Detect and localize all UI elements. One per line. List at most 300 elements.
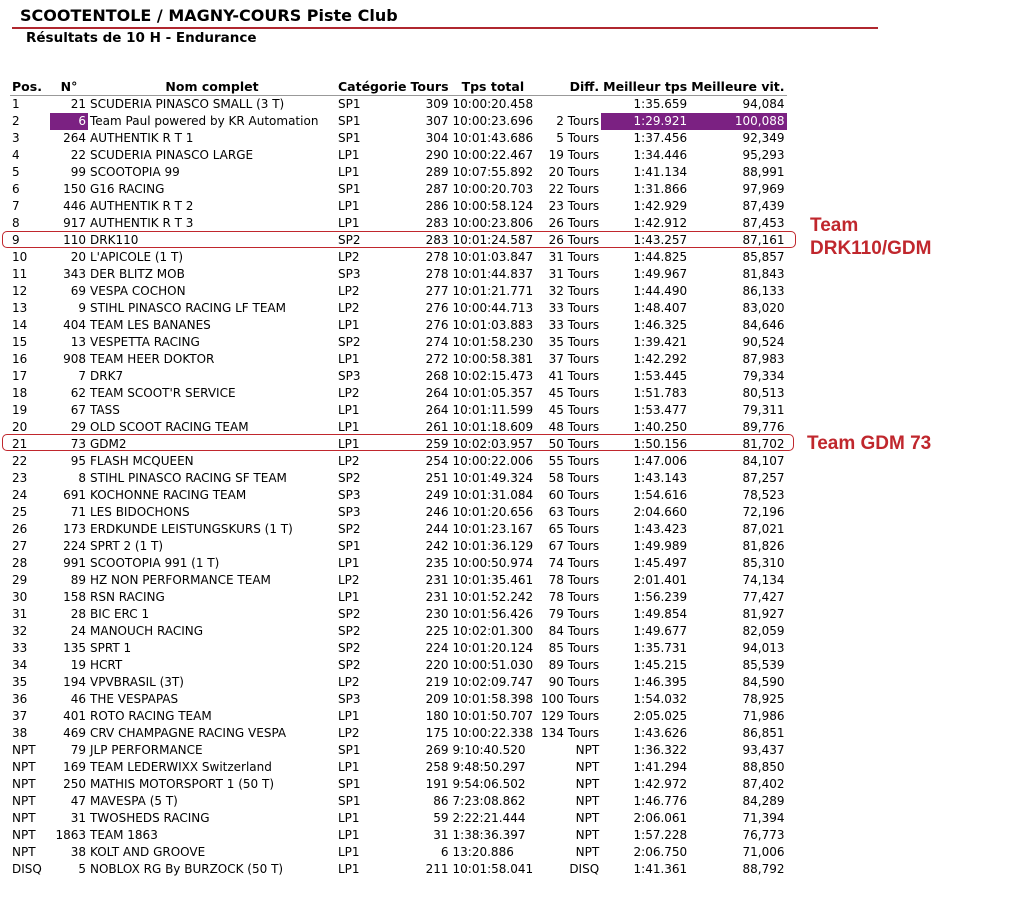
cell-diff: 20 Tours [548, 165, 600, 179]
cell-best: 1:42.929 [633, 199, 688, 213]
cell-tps: 10:01:21.771 [452, 284, 534, 298]
cell-name: VPVBRASIL (3T) [90, 675, 184, 689]
cell-pos: NPT [12, 828, 36, 842]
cell-speed: 78,925 [742, 692, 785, 706]
cell-tps: 9:54:06.502 [452, 777, 526, 791]
cell-cat: SP2 [338, 233, 361, 247]
cell-num: 469 [63, 726, 86, 740]
cell-num: 135 [63, 641, 86, 655]
cell-name: RSN RACING [90, 590, 165, 604]
cell-num: 29 [70, 420, 86, 434]
cell-name: TEAM HEER DOKTOR [90, 352, 215, 366]
cell-tours: 259 [425, 437, 449, 451]
cell-diff: 48 Tours [548, 420, 600, 434]
cell-name: LES BIDOCHONS [90, 505, 190, 519]
cell-name: KOCHONNE RACING TEAM [90, 488, 247, 502]
cell-diff: 129 Tours [541, 709, 600, 723]
cell-speed: 87,021 [742, 522, 785, 536]
cell-num: 404 [63, 318, 86, 332]
table-row [10, 572, 787, 589]
cell-tours: 211 [425, 862, 449, 876]
cell-speed: 94,013 [742, 641, 785, 655]
cell-pos: 26 [12, 522, 28, 536]
cell-num: 158 [63, 590, 86, 604]
table-row [10, 334, 787, 351]
cell-cat: SP1 [338, 182, 361, 196]
cell-pos: 38 [12, 726, 28, 740]
cell-pos: 19 [12, 403, 28, 417]
table-row [10, 555, 787, 572]
cell-tps: 10:00:22.467 [452, 148, 534, 162]
cell-num: 21 [70, 97, 86, 111]
cell-pos: 8 [12, 216, 20, 230]
cell-tours: 274 [425, 335, 449, 349]
cell-pos: 2 [12, 114, 20, 128]
cell-name: SPRT 1 [90, 641, 132, 655]
cell-best: 1:43.626 [633, 726, 688, 740]
cell-speed: 100,088 [689, 113, 786, 130]
cell-name: STIHL PINASCO RACING SF TEAM [90, 471, 287, 485]
cell-tours: 290 [425, 148, 449, 162]
cell-name: DRK110 [90, 233, 139, 247]
cell-tps: 10:01:44.837 [452, 267, 534, 281]
cell-pos: 31 [12, 607, 28, 621]
cell-cat: LP1 [338, 318, 360, 332]
cell-name: L'APICOLE (1 T) [90, 250, 184, 264]
cell-tps: 10:01:50.707 [452, 709, 534, 723]
col-num: N° [50, 78, 88, 96]
cell-num: 691 [63, 488, 86, 502]
cell-tps: 10:00:44.713 [452, 301, 534, 315]
cell-best: 1:42.972 [633, 777, 688, 791]
cell-num: 73 [70, 437, 86, 451]
table-row [10, 368, 787, 385]
cell-cat: SP2 [338, 471, 361, 485]
cell-speed: 71,986 [742, 709, 785, 723]
cell-diff: 33 Tours [548, 301, 600, 315]
cell-tours: 269 [425, 743, 449, 757]
cell-tours: 278 [425, 250, 449, 264]
cell-diff: 63 Tours [548, 505, 600, 519]
annotation-team-drk110-line2: DRK110/GDM [810, 238, 932, 259]
cell-tours: 268 [425, 369, 449, 383]
cell-best: 1:41.134 [633, 165, 688, 179]
cell-num: 224 [63, 539, 86, 553]
cell-speed: 81,927 [742, 607, 785, 621]
cell-diff: NPT [575, 794, 600, 808]
cell-tours: 258 [425, 760, 449, 774]
cell-diff: 37 Tours [548, 352, 600, 366]
cell-pos: 6 [12, 182, 20, 196]
table-row [10, 385, 787, 402]
cell-num: 173 [63, 522, 86, 536]
cell-speed: 95,293 [742, 148, 785, 162]
cell-diff: 45 Tours [548, 403, 600, 417]
cell-diff: 58 Tours [548, 471, 600, 485]
cell-cat: LP1 [338, 845, 360, 859]
cell-num: 47 [70, 794, 86, 808]
cell-name: AUTHENTIK R T 1 [90, 131, 194, 145]
table-row [10, 844, 787, 861]
col-speed: Meilleure vit. [691, 79, 785, 94]
cell-tours: 246 [425, 505, 449, 519]
cell-tps: 13:20.886 [452, 845, 514, 859]
cell-pos: 23 [12, 471, 28, 485]
col-diff: Diff. [535, 78, 601, 96]
cell-cat: SP1 [338, 794, 361, 808]
cell-cat: SP1 [338, 743, 361, 757]
cell-diff: 32 Tours [548, 284, 600, 298]
cell-diff: NPT [575, 811, 600, 825]
cell-tps: 10:01:18.609 [452, 420, 534, 434]
table-row [10, 521, 787, 538]
cell-cat: LP1 [338, 199, 360, 213]
cell-tours: 307 [425, 114, 449, 128]
cell-diff [535, 96, 601, 114]
cell-speed: 89,776 [742, 420, 785, 434]
cell-best: 1:56.239 [633, 590, 688, 604]
col-name: Nom complet [88, 78, 336, 96]
cell-tps: 10:00:23.806 [452, 216, 534, 230]
cell-diff: NPT [575, 760, 600, 774]
cell-diff: DISQ [569, 862, 600, 876]
cell-name: SCOOTOPIA 991 (1 T) [90, 556, 220, 570]
cell-tours: 224 [425, 641, 449, 655]
cell-cat: LP1 [338, 216, 360, 230]
cell-best: 1:42.912 [633, 216, 688, 230]
cell-speed: 79,311 [742, 403, 785, 417]
cell-diff: 74 Tours [548, 556, 600, 570]
cell-best: 1:46.776 [633, 794, 688, 808]
cell-cat: LP1 [338, 403, 360, 417]
table-row [10, 861, 787, 878]
cell-name: BIC ERC 1 [90, 607, 150, 621]
cell-name: Team Paul powered by KR Automation [90, 114, 319, 128]
cell-cat: LP1 [338, 828, 360, 842]
cell-best: 1:36.322 [633, 743, 688, 757]
cell-num: 5 [78, 862, 86, 876]
cell-cat: SP3 [338, 692, 361, 706]
cell-speed: 76,773 [742, 828, 785, 842]
cell-tps: 10:01:11.599 [452, 403, 534, 417]
cell-speed: 83,020 [742, 301, 785, 315]
cell-name: AUTHENTIK R T 3 [90, 216, 194, 230]
results-body [10, 96, 787, 879]
cell-cat: LP1 [338, 352, 360, 366]
table-header-row [10, 78, 787, 96]
cell-diff: 78 Tours [548, 590, 600, 604]
cell-num: 1863 [55, 828, 86, 842]
cell-best: 2:04.660 [633, 505, 688, 519]
cell-tours: 249 [425, 488, 449, 502]
cell-num: 62 [70, 386, 86, 400]
cell-best: 1:48.407 [633, 301, 688, 315]
cell-tps: 10:01:35.461 [452, 573, 534, 587]
cell-speed: 87,402 [742, 777, 785, 791]
cell-num: 7 [78, 369, 86, 383]
cell-tours: 272 [425, 352, 449, 366]
cell-cat: SP2 [338, 641, 361, 655]
cell-tours: 191 [425, 777, 449, 791]
cell-num: 250 [63, 777, 86, 791]
cell-num: 194 [63, 675, 86, 689]
cell-name: FLASH MCQUEEN [90, 454, 194, 468]
col-tps: Tps total [451, 78, 536, 96]
cell-speed: 81,843 [742, 267, 785, 281]
cell-tours: 276 [425, 301, 449, 315]
cell-cat: LP1 [338, 437, 360, 451]
cell-speed: 71,006 [742, 845, 785, 859]
cell-speed: 92,349 [742, 131, 785, 145]
table-row [10, 470, 787, 487]
cell-diff: 22 Tours [548, 182, 600, 196]
cell-cat: LP2 [338, 386, 360, 400]
cell-cat: LP1 [338, 148, 360, 162]
cell-pos: 34 [12, 658, 28, 672]
cell-num: 446 [63, 199, 86, 213]
cell-tps: 10:02:09.747 [452, 675, 534, 689]
cell-tps: 10:00:51.030 [452, 658, 534, 672]
cell-cat: SP2 [338, 335, 361, 349]
cell-tours: 225 [425, 624, 449, 638]
cell-best: 1:49.967 [633, 267, 688, 281]
cell-tours: 287 [425, 182, 449, 196]
cell-pos: 18 [12, 386, 28, 400]
cell-speed: 72,196 [742, 505, 785, 519]
cell-num: 8 [78, 471, 86, 485]
cell-tps: 10:01:58.041 [452, 862, 534, 876]
cell-best: 1:49.854 [633, 607, 688, 621]
cell-diff: 134 Tours [541, 726, 600, 740]
cell-tours: 264 [425, 386, 449, 400]
table-row [10, 453, 787, 470]
cell-tps: 10:01:56.426 [452, 607, 534, 621]
cell-speed: 85,857 [742, 250, 785, 264]
cell-tps: 10:07:55.892 [452, 165, 534, 179]
cell-best: 1:46.325 [633, 318, 688, 332]
table-row [10, 827, 787, 844]
cell-tours: 264 [425, 403, 449, 417]
cell-tours: 254 [425, 454, 449, 468]
cell-name: TEAM LEDERWIXX Switzerland [90, 760, 272, 774]
table-row [10, 776, 787, 793]
cell-cat: LP1 [338, 556, 360, 570]
table-row [10, 708, 787, 725]
cell-diff: 100 Tours [541, 692, 600, 706]
cell-best: 1:54.616 [633, 488, 688, 502]
cell-tps: 9:48:50.297 [452, 760, 526, 774]
cell-speed: 82,059 [742, 624, 785, 638]
cell-speed: 85,539 [742, 658, 785, 672]
cell-num: 69 [70, 284, 86, 298]
table-row [10, 606, 787, 623]
cell-cat: LP1 [338, 862, 360, 876]
cell-diff: 35 Tours [548, 335, 600, 349]
cell-best: 1:51.783 [633, 386, 688, 400]
cell-cat: LP1 [338, 590, 360, 604]
cell-speed: 88,991 [742, 165, 785, 179]
cell-diff: NPT [575, 828, 600, 842]
cell-best: 1:35.659 [633, 97, 688, 111]
cell-cat: SP1 [338, 777, 361, 791]
cell-speed: 77,427 [742, 590, 785, 604]
cell-num: 150 [63, 182, 86, 196]
cell-pos: 29 [12, 573, 28, 587]
cell-cat: LP2 [338, 573, 360, 587]
cell-speed: 74,134 [742, 573, 785, 587]
cell-best: 1:46.395 [633, 675, 688, 689]
cell-cat: LP1 [338, 420, 360, 434]
cell-tours: 251 [425, 471, 449, 485]
table-row [10, 793, 787, 810]
cell-tps: 10:01:03.883 [452, 318, 534, 332]
cell-name: G16 RACING [90, 182, 165, 196]
cell-tours: 219 [425, 675, 449, 689]
cell-name: TASS [90, 403, 120, 417]
annotation-team-drk110-line1: Team [810, 215, 859, 236]
table-row [10, 96, 787, 114]
cell-tours: 289 [425, 165, 449, 179]
cell-pos: NPT [12, 760, 36, 774]
cell-tours: 31 [433, 828, 449, 842]
cell-name: MANOUCH RACING [90, 624, 204, 638]
cell-name: VESPA COCHON [90, 284, 186, 298]
cell-pos: 9 [12, 233, 20, 247]
cell-diff: 90 Tours [548, 675, 600, 689]
cell-cat: SP3 [338, 267, 361, 281]
table-row [10, 402, 787, 419]
cell-num: 917 [63, 216, 86, 230]
cell-tours: 283 [425, 233, 449, 247]
cell-best: 2:06.061 [633, 811, 688, 825]
cell-diff: 84 Tours [548, 624, 600, 638]
cell-name: JLP PERFORMANCE [90, 743, 203, 757]
cell-cat: LP1 [338, 811, 360, 825]
cell-best: 1:29.921 [601, 113, 689, 130]
cell-tours: 220 [425, 658, 449, 672]
cell-pos: NPT [12, 743, 36, 757]
cell-best: 1:44.490 [633, 284, 688, 298]
cell-pos: NPT [12, 845, 36, 859]
cell-tps: 10:01:24.587 [452, 233, 534, 247]
cell-tours: 304 [425, 131, 449, 145]
cell-best: 1:34.446 [633, 148, 688, 162]
cell-pos: NPT [12, 777, 36, 791]
cell-diff: 26 Tours [548, 216, 600, 230]
table-row [10, 725, 787, 742]
table-row [10, 198, 787, 215]
table-row [10, 538, 787, 555]
cell-cat: SP1 [338, 97, 361, 111]
cell-tours: 283 [425, 216, 449, 230]
cell-num: 110 [63, 233, 86, 247]
cell-tours: 278 [425, 267, 449, 281]
cell-diff: 33 Tours [548, 318, 600, 332]
cell-speed: 86,133 [742, 284, 785, 298]
cell-best: 1:54.032 [633, 692, 688, 706]
cell-pos: 37 [12, 709, 28, 723]
cell-diff: 45 Tours [548, 386, 600, 400]
cell-speed: 78,523 [742, 488, 785, 502]
table-row [10, 249, 787, 266]
cell-tps: 10:00:23.696 [452, 114, 534, 128]
cell-tours: 286 [425, 199, 449, 213]
table-row [10, 674, 787, 691]
annotation-team-gdm73: Team GDM 73 [807, 433, 932, 454]
cell-diff: NPT [575, 777, 600, 791]
cell-name: ERDKUNDE LEISTUNGSKURS (1 T) [90, 522, 293, 536]
cell-pos: 5 [12, 165, 20, 179]
cell-diff: 79 Tours [548, 607, 600, 621]
cell-name: TEAM 1863 [90, 828, 158, 842]
cell-num: 38 [70, 845, 86, 859]
cell-tps: 10:00:22.338 [452, 726, 534, 740]
cell-num: 20 [70, 250, 86, 264]
cell-best: 1:45.215 [633, 658, 688, 672]
cell-tps: 10:01:03.847 [452, 250, 534, 264]
cell-tours: 235 [425, 556, 449, 570]
cell-pos: 21 [12, 437, 28, 451]
cell-diff: 31 Tours [548, 267, 600, 281]
cell-cat: LP1 [338, 165, 360, 179]
cell-tours: 180 [425, 709, 449, 723]
cell-pos: 28 [12, 556, 28, 570]
cell-diff: 41 Tours [548, 369, 600, 383]
cell-tps: 10:01:36.129 [452, 539, 534, 553]
cell-num: 31 [70, 811, 86, 825]
cell-num: 79 [70, 743, 86, 757]
cell-tps: 10:01:43.686 [452, 131, 534, 145]
cell-name: STIHL PINASCO RACING LF TEAM [90, 301, 286, 315]
table-row [10, 759, 787, 776]
cell-num: 24 [70, 624, 86, 638]
cell-speed: 88,792 [742, 862, 785, 876]
cell-speed: 87,257 [742, 471, 785, 485]
cell-tps: 10:01:20.124 [452, 641, 534, 655]
cell-name: NOBLOX RG By BURZOCK (50 T) [90, 862, 284, 876]
cell-cat: SP2 [338, 522, 361, 536]
cell-pos: 14 [12, 318, 28, 332]
cell-cat: LP1 [338, 760, 360, 774]
cell-tps: 7:23:08.862 [452, 794, 526, 808]
cell-name: TEAM LES BANANES [90, 318, 211, 332]
cell-tps: 10:02:01.300 [452, 624, 534, 638]
cell-speed: 97,969 [742, 182, 785, 196]
cell-diff: NPT [575, 743, 600, 757]
cell-tps: 1:38:36.397 [452, 828, 526, 842]
cell-pos: DISQ [12, 862, 42, 876]
page-subtitle: Résultats de 10 H - Endurance [26, 30, 257, 46]
cell-speed: 86,851 [742, 726, 785, 740]
cell-pos: 20 [12, 420, 28, 434]
cell-speed: 87,453 [742, 216, 785, 230]
cell-speed: 87,983 [742, 352, 785, 366]
table-row [10, 691, 787, 708]
cell-name: SCUDERIA PINASCO SMALL (3 T) [90, 97, 285, 111]
cell-best: 1:57.228 [633, 828, 688, 842]
cell-num: 67 [70, 403, 86, 417]
cell-cat: SP3 [338, 505, 361, 519]
cell-best: 1:39.421 [633, 335, 688, 349]
cell-diff: 50 Tours [548, 437, 600, 451]
cell-speed: 94,084 [742, 97, 785, 111]
table-row [10, 657, 787, 674]
cell-name: TEAM SCOOT'R SERVICE [90, 386, 236, 400]
table-row [10, 113, 787, 130]
cell-cat: SP1 [338, 131, 361, 145]
cell-diff: 2 Tours [556, 114, 600, 128]
cell-tours: 59 [433, 811, 449, 825]
